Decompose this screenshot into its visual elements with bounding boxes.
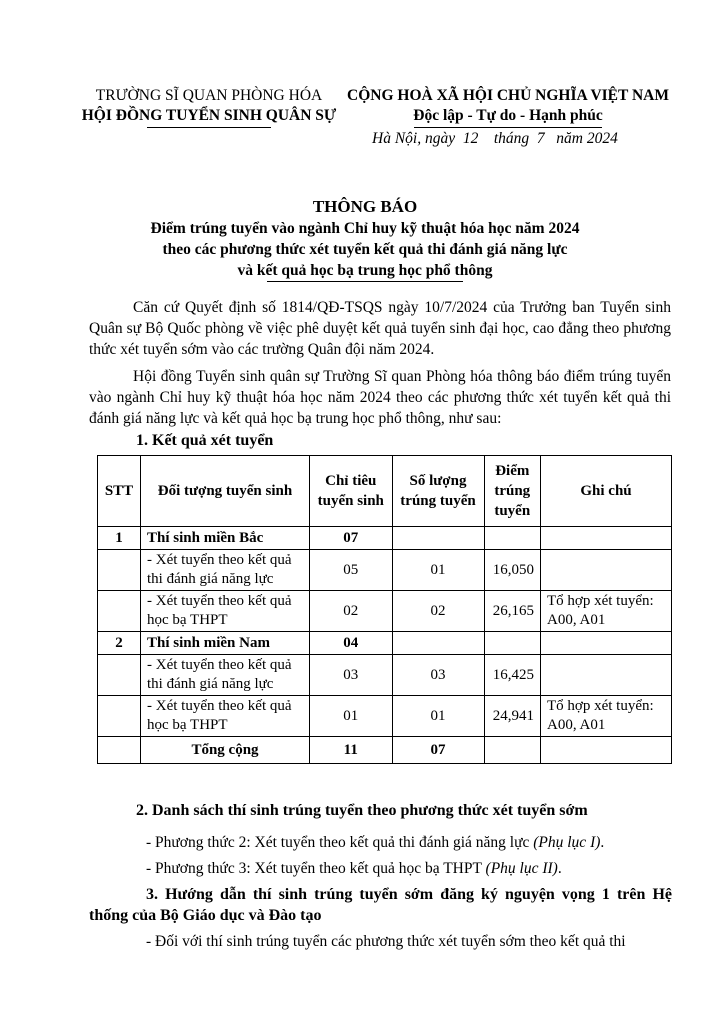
cell-stt xyxy=(98,591,141,632)
cell-note: Tổ hợp xét tuyển: A00, A01 xyxy=(541,696,672,737)
table-total-row xyxy=(98,737,672,764)
table-row xyxy=(98,527,672,550)
table-row xyxy=(98,655,672,696)
method-3-line: - Phương thức 3: Xét tuyển theo kết quả học bạ THPT (Phụ lục II). xyxy=(146,860,562,877)
cell-score: 16,425 xyxy=(484,655,540,696)
cell-target: Thí sinh miền Bắc xyxy=(141,527,310,550)
cell-note xyxy=(541,550,672,591)
title-line-1: Điểm trúng tuyển vào ngành Chỉ huy kỹ thuật hóa học năm 2024 xyxy=(150,220,580,237)
cell-target: - Xét tuyển theo kết quả học bạ THPT xyxy=(141,696,310,737)
issuing-organization xyxy=(78,86,340,128)
appendix-2-ref: (Phụ lục II) xyxy=(485,860,558,877)
cell-note: Tổ hợp xét tuyển: A00, A01 xyxy=(541,591,672,632)
national-motto xyxy=(342,86,674,128)
cell-admitted xyxy=(392,527,484,550)
appendix-1-ref: (Phụ lục I) xyxy=(533,834,601,851)
cell-stt: 2 xyxy=(98,632,141,655)
cell-target: - Xét tuyển theo kết quả thi đánh giá năng lực xyxy=(141,655,310,696)
cell-note xyxy=(541,632,672,655)
header-score: Điểm trúng tuyển xyxy=(484,456,540,527)
date-line: Hà Nội, ngày 12 tháng 7 năm 2024 xyxy=(372,130,618,147)
cell-quota: 03 xyxy=(310,655,393,696)
nation-line-2: Độc lập - Tự do - Hạnh phúc xyxy=(413,107,603,124)
cell-stt xyxy=(98,655,141,696)
cell-note xyxy=(541,737,672,764)
cell-score: 16,050 xyxy=(484,550,540,591)
section-2-heading: 2. Danh sách thí sinh trúng tuyển theo phương thức xét tuyển sớm xyxy=(136,802,588,819)
cell-note xyxy=(541,527,672,550)
last-line: - Đối với thí sinh trúng tuyển các phương thức xét tuyển sớm theo kết quả thi xyxy=(146,933,626,950)
cell-score: 26,165 xyxy=(484,591,540,632)
cell-total-admitted: 07 xyxy=(392,737,484,764)
cell-score xyxy=(484,737,540,764)
paragraph-legal-basis: Căn cứ Quyết định số 1814/QĐ-TSQS ngày 10/7/2024 của Trưởng ban Tuyển sinh Quân sự Bộ Quốc phòng về việc phê duyệt kết quả tuyển sinh đại học, cao đẳng theo phương thức xét tuyển sớm vào các trường Quân đội năm 2024. xyxy=(89,299,671,358)
cell-stt xyxy=(98,696,141,737)
section-3-heading: 3. Hướng dẫn thí sinh trúng tuyển sớm đăng ký nguyện vọng 1 trên Hệ thống của Bộ Giáo dục và Đào tạo xyxy=(89,886,672,924)
cell-stt xyxy=(98,550,141,591)
header-note: Ghi chú xyxy=(541,456,672,527)
cell-quota: 02 xyxy=(310,591,393,632)
title-underline xyxy=(267,281,463,282)
cell-target: Thí sinh miền Nam xyxy=(141,632,310,655)
method-2-line: - Phương thức 2: Xét tuyển theo kết quả thi đánh giá năng lực (Phụ lục I). xyxy=(146,834,605,851)
cell-quota: 07 xyxy=(310,527,393,550)
results-table xyxy=(97,455,672,764)
header-stt: STT xyxy=(98,456,141,527)
cell-admitted xyxy=(392,632,484,655)
paragraph-announcement: Hội đồng Tuyển sinh quân sự Trường Sĩ quan Phòng hóa thông báo điểm trúng tuyển vào ngành Chỉ huy kỹ thuật hóa học năm 2024 theo các phương thức xét tuyển kết quả thi đánh giá năng lực và kết quả học bạ trung học phổ thông, như sau: xyxy=(89,368,671,427)
header-quota: Chỉ tiêu tuyển sinh xyxy=(310,456,393,527)
cell-admitted: 03 xyxy=(392,655,484,696)
title-line-2: theo các phương thức xét tuyển kết quả thi đánh giá năng lực xyxy=(162,241,568,258)
org-underline xyxy=(147,127,271,128)
cell-target: - Xét tuyển theo kết quả thi đánh giá năng lực xyxy=(141,550,310,591)
table-row xyxy=(98,550,672,591)
cell-score: 24,941 xyxy=(484,696,540,737)
cell-score xyxy=(484,632,540,655)
header-target: Đối tượng tuyển sinh xyxy=(141,456,310,527)
cell-target: - Xét tuyển theo kết quả học bạ THPT xyxy=(141,591,310,632)
table-row xyxy=(98,696,672,737)
org-line-2: HỘI ĐỒNG TUYỂN SINH QUÂN SỰ xyxy=(81,107,337,124)
section-1-heading: 1. Kết quả xét tuyển xyxy=(136,432,274,449)
cell-admitted: 01 xyxy=(392,696,484,737)
document-title xyxy=(60,196,670,282)
org-line-1: TRƯỜNG SĨ QUAN PHÒNG HÓA xyxy=(95,87,323,104)
cell-quota: 01 xyxy=(310,696,393,737)
title-line-3: và kết quả học bạ trung học phổ thông xyxy=(237,262,493,279)
motto-underline xyxy=(414,127,602,128)
title-heading: THÔNG BÁO xyxy=(312,197,418,216)
cell-admitted: 02 xyxy=(392,591,484,632)
table-header-row xyxy=(98,456,672,527)
cell-quota: 04 xyxy=(310,632,393,655)
cell-note xyxy=(541,655,672,696)
cell-admitted: 01 xyxy=(392,550,484,591)
cell-total-label: Tổng cộng xyxy=(141,737,310,764)
cell-stt: 1 xyxy=(98,527,141,550)
table-row xyxy=(98,632,672,655)
cell-quota: 05 xyxy=(310,550,393,591)
header-admitted: Số lượng trúng tuyển xyxy=(392,456,484,527)
cell-score xyxy=(484,527,540,550)
table-row xyxy=(98,591,672,632)
cell-stt xyxy=(98,737,141,764)
cell-total-quota: 11 xyxy=(310,737,393,764)
nation-line-1: CỘNG HOÀ XÃ HỘI CHỦ NGHĨA VIỆT NAM xyxy=(347,87,669,104)
